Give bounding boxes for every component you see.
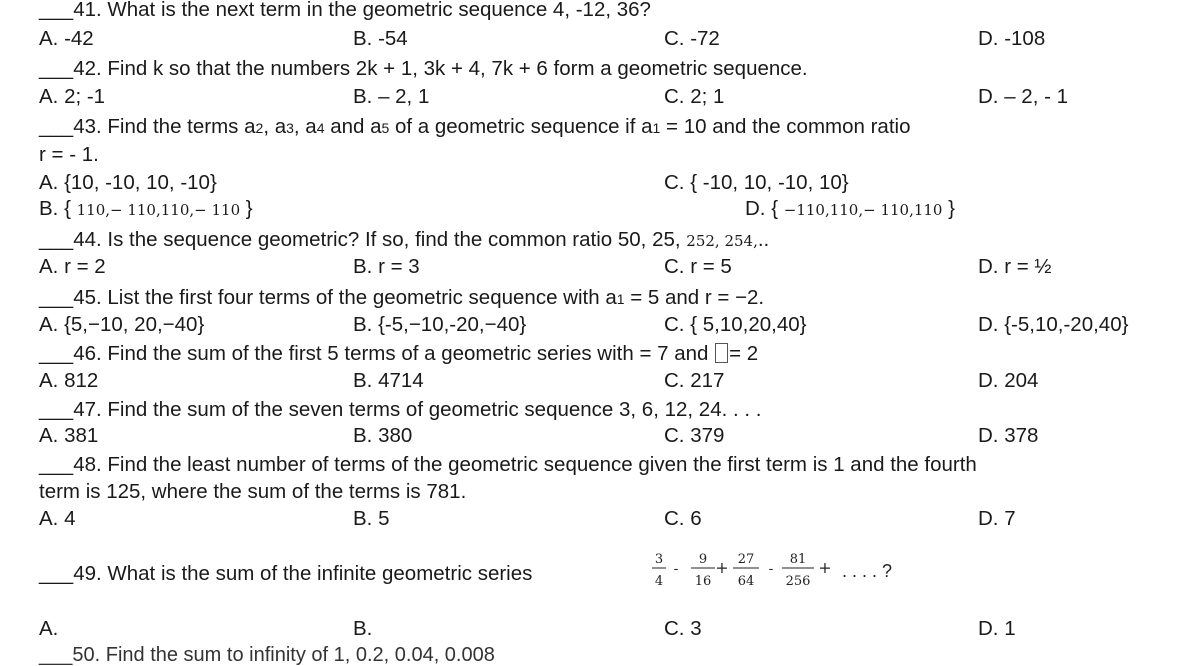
missing-glyph-box-icon: [715, 343, 728, 363]
infinite-series-expression: [645, 548, 915, 596]
question-50-stem-cut: ___50. Find the sum to infinity of 1, 0.2, 0.04, 0.008: [39, 644, 495, 666]
q41-option-d: D. -108: [978, 27, 1046, 50]
q41-option-b: B. -54: [353, 27, 408, 50]
q48-option-c: C. 6: [664, 507, 702, 530]
question-49-stem: ___49. What is the sum of the infinite geometric series: [39, 562, 533, 585]
q44-option-c: C. r = 5: [664, 255, 732, 278]
q47-option-b: B. 380: [353, 424, 413, 447]
question-41-stem: ___41. What is the next term in the geometric sequence 4, -12, 36?: [39, 0, 651, 21]
q42-option-c: C. 2; 1: [664, 85, 725, 108]
fraction-3-denominator: 64: [737, 574, 755, 589]
q44-option-d: D. r = ½: [978, 255, 1052, 278]
q48-option-b: B. 5: [353, 507, 390, 530]
q43-option-b: B. { 110,− 110,110,− 110 }: [39, 197, 253, 220]
q49-option-c: C. 3: [664, 617, 702, 640]
q46-option-d: D. 204: [978, 369, 1039, 392]
question-43-stem-line2: r = - 1.: [39, 143, 99, 166]
q49-option-a: A.: [39, 617, 59, 640]
q45-option-d: D. {-5,10,-20,40}: [978, 313, 1129, 336]
q47-option-c: C. 379: [664, 424, 725, 447]
series-tail: . . . . ?: [842, 561, 893, 581]
q41-option-a: A. -42: [39, 27, 94, 50]
q43-option-a: A. {10, -10, 10, -10}: [39, 171, 217, 194]
q49-option-d: D. 1: [978, 617, 1016, 640]
q46-option-c: C. 217: [664, 369, 725, 392]
q45-option-a: A. {5,−10, 20,−40}: [39, 313, 205, 336]
q45-option-c: C. { 5,10,20,40}: [664, 313, 807, 336]
q48-option-d: D. 7: [978, 507, 1016, 530]
fraction-4-numerator: 81: [789, 552, 807, 567]
operator-4: +: [818, 558, 832, 577]
q42-option-d: D. – 2, - 1: [978, 85, 1069, 108]
fraction-3-numerator: 27: [737, 552, 755, 567]
q45-option-b: B. {-5,−10,-20,−40}: [353, 313, 527, 336]
question-44-stem: ___44. Is the sequence geometric? If so, find the common ratio 50, 25, 252, 254,..: [39, 228, 770, 251]
fraction-4-denominator: 256: [785, 574, 811, 589]
q42-option-b: B. – 2, 1: [353, 85, 430, 108]
q47-option-a: A. 381: [39, 424, 99, 447]
q44-option-a: A. r = 2: [39, 255, 106, 278]
q48-option-a: A. 4: [39, 507, 76, 530]
operator-2: +: [715, 558, 729, 577]
question-45-stem: ___45. List the first four terms of the geometric sequence with a1 = 5 and r = −2.: [39, 286, 765, 309]
q41-option-c: C. -72: [664, 27, 720, 50]
operator-3: -: [768, 561, 774, 577]
fraction-1-denominator: 4: [654, 574, 664, 589]
q47-option-d: D. 378: [978, 424, 1039, 447]
q44-option-b: B. r = 3: [353, 255, 420, 278]
q46-option-a: A. 812: [39, 369, 99, 392]
fraction-1-numerator: 3: [654, 552, 664, 567]
fraction-2-numerator: 9: [698, 552, 708, 567]
q46-option-b: B. 4714: [353, 369, 424, 392]
q43-option-c: C. { -10, 10, -10, 10}: [664, 171, 849, 194]
question-43-stem: ___43. Find the terms a2, a3, a4 and a5 of a geometric sequence if a1 = 10 and the common ratio: [39, 115, 911, 138]
question-48-stem-line2: term is 125, where the sum of the terms is 781.: [39, 480, 467, 503]
question-46-stem: ___46. Find the sum of the first 5 terms of a geometric series with = 7 and = 2: [39, 342, 759, 365]
operator-1: -: [673, 561, 679, 577]
q49-option-b: B.: [353, 617, 373, 640]
question-42-stem: ___42. Find k so that the numbers 2k + 1, 3k + 4, 7k + 6 form a geometric sequence.: [39, 57, 808, 80]
question-47-stem: ___47. Find the sum of the seven terms of geometric sequence 3, 6, 12, 24. . . .: [39, 398, 762, 421]
question-48-stem: ___48. Find the least number of terms of the geometric sequence given the first term is 1 and the fourth: [39, 453, 977, 476]
q42-option-a: A. 2; -1: [39, 85, 106, 108]
q43-option-d: D. { −110,110,− 110,110 }: [745, 197, 956, 220]
fraction-2-denominator: 16: [694, 574, 712, 589]
